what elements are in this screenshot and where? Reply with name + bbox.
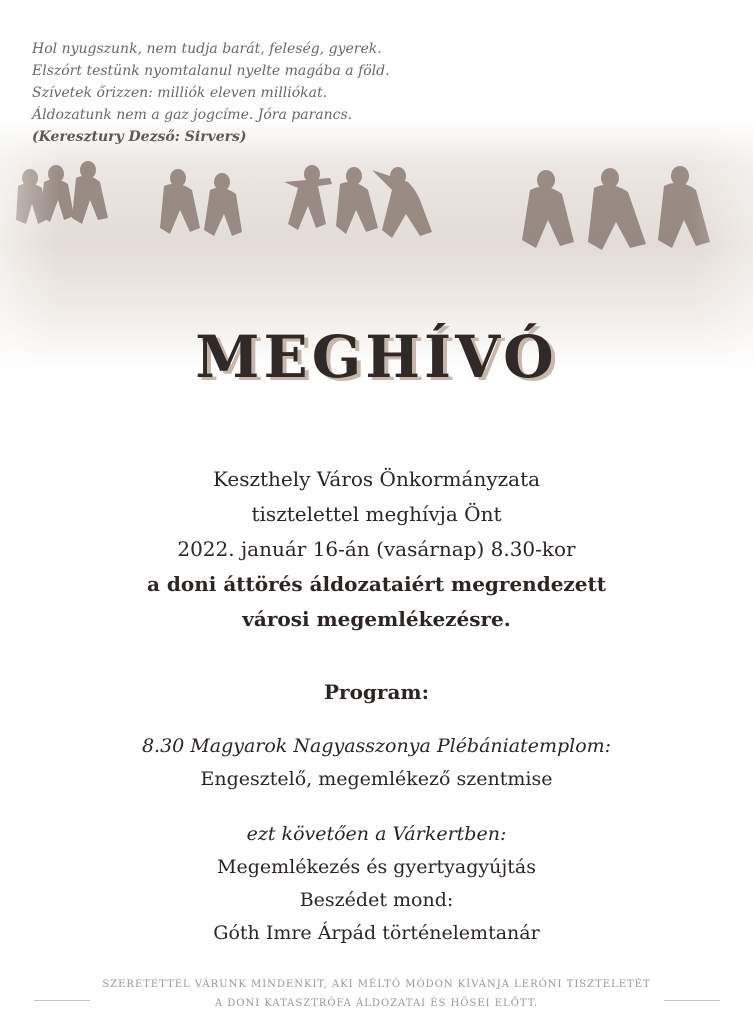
invitation-line: Keszthely Város Önkormányzata xyxy=(212,467,541,491)
invitation-date: 2022. január 16-án (vasárnap) 8.30-kor xyxy=(177,537,576,561)
footer-line: A DONI KATASZTRÓFA ÁLDOZATAI ÉS HŐSEI ELŐTT. xyxy=(214,998,539,1009)
invitation-event: a doni áttörés áldozataiért megrendezett xyxy=(146,572,606,596)
program-item-desc: Engesztelő, megemlékező szentmise xyxy=(200,768,553,790)
poem-line: Hol nyugszunk, nem tudja barát, feleség, gyerek. xyxy=(32,41,382,57)
program-speaker: Góth Imre Árpád történelemtanár xyxy=(213,922,540,944)
footer-line: SZERETETTEL VÁRUNK MINDENKIT, AKI MÉLTÓ MÓDON KÍVÁNJA LERÓNI TISZTELETÉT xyxy=(102,979,651,990)
footer-divider-right xyxy=(664,1000,720,1001)
invitation-line: tisztelettel meghívja Önt xyxy=(251,502,502,526)
footer-note xyxy=(0,975,753,1013)
poem-line: Áldozatunk nem a gaz jogcíme. Jóra parancs. xyxy=(32,107,353,123)
invitation-text xyxy=(0,462,753,637)
poem-attribution: (Keresztury Dezső: Sirvers) xyxy=(32,129,247,145)
poem-line: Elszórt testünk nyomtalanul nyelte magába a föld. xyxy=(32,63,390,79)
invitation-event-cont: városi megemlékezésre. xyxy=(242,607,511,631)
program-list xyxy=(0,730,753,950)
footer-divider-left xyxy=(34,1000,90,1001)
program-speech-label: Beszédet mond: xyxy=(299,889,454,911)
program-item-title: 8.30 Magyarok Nagyasszonya Plébániatemplom: xyxy=(141,735,612,757)
poem-line: Szívetek őrizzen: milliók eleven milliókat. xyxy=(32,85,328,101)
program-item-title: ezt követően a Várkertben: xyxy=(246,823,507,845)
program-item-desc: Megemlékezés és gyertyagyújtás xyxy=(217,856,536,878)
page-title: MEGHÍVÓ xyxy=(195,323,558,391)
poem-epigraph xyxy=(32,38,492,148)
program-heading: Program: xyxy=(324,680,429,704)
